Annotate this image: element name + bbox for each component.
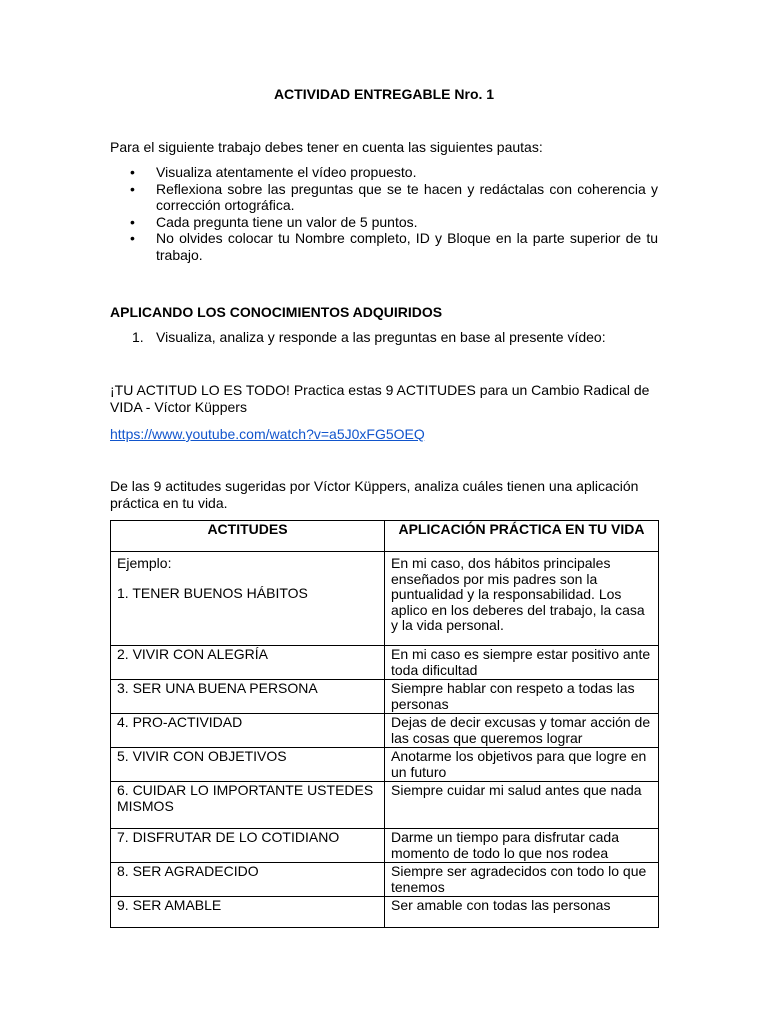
example-application-cell: En mi caso, dos hábitos principales enseñados por mis padres son la puntualidad y la responsabilidad. Los aplico en los deberes del trabajo, la casa y la vida personal. <box>385 552 659 646</box>
table-row <box>111 748 659 782</box>
application-cell: Siempre ser agradecidos con todo lo que tenemos <box>385 863 659 897</box>
header-application: APLICACIÓN PRÁCTICA EN TU VIDA <box>385 521 659 552</box>
video-title: ¡TU ACTITUD LO ES TODO! Practica estas 9 ACTITUDES para un Cambio Radical de VIDA - Víctor Küppers <box>110 382 650 415</box>
example-attitude-cell <box>111 552 385 646</box>
intro-paragraph: Para el siguiente trabajo debes tener en cuenta las siguientes pautas: <box>110 139 543 155</box>
attitude-cell: 3. SER UNA BUENA PERSONA <box>111 680 385 714</box>
steps-list <box>110 329 658 346</box>
application-cell: Darme un tiempo para disfrutar cada momento de todo lo que nos rodea <box>385 829 659 863</box>
attitude-cell: 8. SER AGRADECIDO <box>111 863 385 897</box>
guideline-item: • Cada pregunta tiene un valor de 5 puntos. <box>110 214 658 231</box>
attitude-cell: 9. SER AMABLE <box>111 897 385 928</box>
video-link[interactable]: https://www.youtube.com/watch?v=a5J0xFG5OEQ <box>110 426 425 442</box>
attitude-cell: 5. VIVIR CON OBJETIVOS <box>111 748 385 782</box>
step-item <box>110 329 658 346</box>
attitudes-table <box>110 520 659 928</box>
document-title: ACTIVIDAD ENTREGABLE Nro. 1 <box>273 86 495 102</box>
application-cell: Anotarme los objetivos para que logre en un futuro <box>385 748 659 782</box>
application-cell: Ser amable con todas las personas <box>385 897 659 928</box>
section-heading: APLICANDO LOS CONOCIMIENTOS ADQUIRIDOS <box>110 304 443 320</box>
guidelines-list <box>110 164 658 263</box>
question-paragraph: De las 9 actitudes sugeridas por Víctor Küppers, analiza cuáles tienen una aplicación práctica en tu vida. <box>110 478 639 511</box>
table-row <box>111 863 659 897</box>
step-number: 1. <box>132 329 144 345</box>
table-row-example <box>111 552 659 646</box>
application-cell: Siempre hablar con respeto a todas las personas <box>385 680 659 714</box>
header-attitudes: ACTITUDES <box>111 521 385 552</box>
example-label: Ejemplo: <box>117 555 172 571</box>
guideline-item: • No olvides colocar tu Nombre completo, ID y Bloque en la parte superior de tu trabajo. <box>110 230 658 263</box>
attitude-cell: 2. VIVIR CON ALEGRÍA <box>111 646 385 680</box>
step-text: Visualiza, analiza y responde a las preguntas en base al presente vídeo: <box>156 329 606 345</box>
application-cell: Siempre cuidar mi salud antes que nada <box>385 782 659 829</box>
attitude-cell: 4. PRO-ACTIVIDAD <box>111 714 385 748</box>
guideline-item: • Visualiza atentamente el vídeo propuesto. <box>110 164 658 181</box>
attitude-cell: 6. CUIDAR LO IMPORTANTE USTEDES MISMOS <box>111 782 385 829</box>
table-header-row <box>111 521 659 552</box>
table-row <box>111 714 659 748</box>
application-cell: En mi caso es siempre estar positivo ante toda dificultad <box>385 646 659 680</box>
example-attitude: 1. TENER BUENOS HÁBITOS <box>117 584 308 601</box>
guideline-item: • Reflexiona sobre las preguntas que se te hacen y redáctalas con coherencia y corrección ortográfica. <box>110 181 658 214</box>
attitude-cell: 7. DISFRUTAR DE LO COTIDIANO <box>111 829 385 863</box>
table-row <box>111 829 659 863</box>
table-row <box>111 897 659 928</box>
table-row <box>111 680 659 714</box>
application-cell: Dejas de decir excusas y tomar acción de las cosas que queremos lograr <box>385 714 659 748</box>
table-row <box>111 646 659 680</box>
table-row <box>111 782 659 829</box>
